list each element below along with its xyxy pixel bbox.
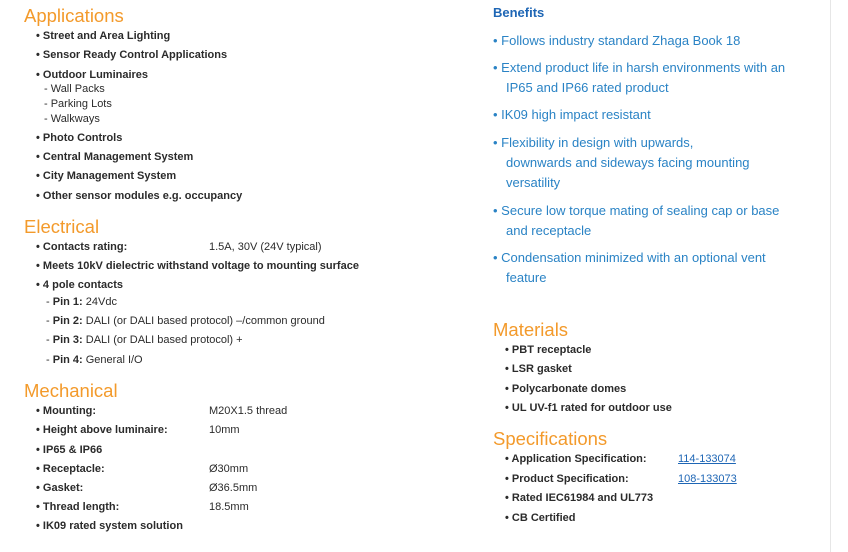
list-item: • City Management System: [36, 170, 177, 182]
spec-label: • Product Specification:: [505, 473, 629, 485]
spec-label: • Mounting:: [36, 405, 97, 417]
product-spec-link[interactable]: 108-133073: [678, 473, 737, 485]
pin-row: - Pin 4: General I/O: [46, 354, 143, 366]
spec-value: 10mm: [209, 424, 240, 436]
electrical-heading: Electrical: [24, 216, 100, 237]
pin-row: - Pin 1: 24Vdc: [46, 296, 117, 308]
benefit-item: • Secure low torque mating of sealing cap or base and receptacle: [493, 203, 780, 238]
benefit-item: • Follows industry standard Zhaga Book 18: [493, 33, 741, 48]
spec-label: • Application Specification:: [505, 453, 647, 465]
list-item: • Rated IEC61984 and UL773: [505, 492, 654, 504]
spec-label: • IK09 rated system solution: [36, 520, 183, 532]
right-column: [480, 0, 840, 552]
pin-row: - Pin 2: DALI (or DALI based protocol) –/common ground: [46, 315, 325, 327]
sub-list-item: - Parking Lots: [44, 98, 112, 110]
list-item: • Polycarbonate domes: [505, 383, 627, 395]
spec-label: • Gasket:: [36, 482, 84, 494]
materials-heading: Materials: [493, 319, 569, 340]
benefits-heading: Benefits: [493, 5, 545, 20]
list-item: • Central Management System: [36, 151, 194, 163]
list-item: • CB Certified: [505, 512, 576, 524]
list-item: • Meets 10kV dielectric withstand voltage to mounting surface: [36, 260, 359, 272]
list-item: • Street and Area Lighting: [36, 30, 171, 42]
spec-value: Ø30mm: [209, 463, 249, 475]
mechanical-heading: Mechanical: [24, 380, 118, 401]
spec-label: • Thread length:: [36, 501, 120, 513]
spec-label: • Receptacle:: [36, 463, 105, 475]
benefit-item: • IK09 high impact resistant: [493, 107, 651, 122]
list-item: • Photo Controls: [36, 132, 123, 144]
divider: [830, 0, 831, 552]
spec-label: • IP65 & IP66: [36, 444, 103, 456]
spec-label: • Height above luminaire:: [36, 424, 168, 436]
spec-value: 1.5A, 30V (24V typical): [209, 241, 322, 253]
pin-row: - Pin 3: DALI (or DALI based protocol) +: [46, 334, 243, 346]
applications-heading: Applications: [24, 5, 124, 26]
sub-list-item: - Walkways: [44, 113, 100, 125]
benefit-item: • Flexibility in design with upwards, downwards and sideways facing mounting versatility: [493, 135, 750, 190]
spec-value: M20X1.5 thread: [209, 405, 288, 417]
list-item: • PBT receptacle: [505, 344, 592, 356]
benefit-item: • Condensation minimized with an optional vent feature: [493, 250, 766, 285]
list-item: • Other sensor modules e.g. occupancy: [36, 190, 243, 202]
application-spec-link[interactable]: 114-133074: [678, 453, 736, 465]
spec-label: • Contacts rating:: [36, 241, 128, 253]
list-item: • Outdoor Luminaires: [36, 69, 149, 81]
spec-value: 18.5mm: [209, 501, 249, 513]
list-item: • Sensor Ready Control Applications: [36, 49, 228, 61]
sub-list-item: - Wall Packs: [44, 83, 105, 95]
spec-value: Ø36.5mm: [209, 482, 258, 494]
list-item: • 4 pole contacts: [36, 279, 123, 291]
list-item: • UL UV-f1 rated for outdoor use: [505, 402, 672, 414]
specifications-heading: Specifications: [493, 428, 608, 449]
benefit-item: • Extend product life in harsh environments with an IP65 and IP66 rated product: [493, 60, 786, 95]
list-item: • LSR gasket: [505, 363, 572, 375]
